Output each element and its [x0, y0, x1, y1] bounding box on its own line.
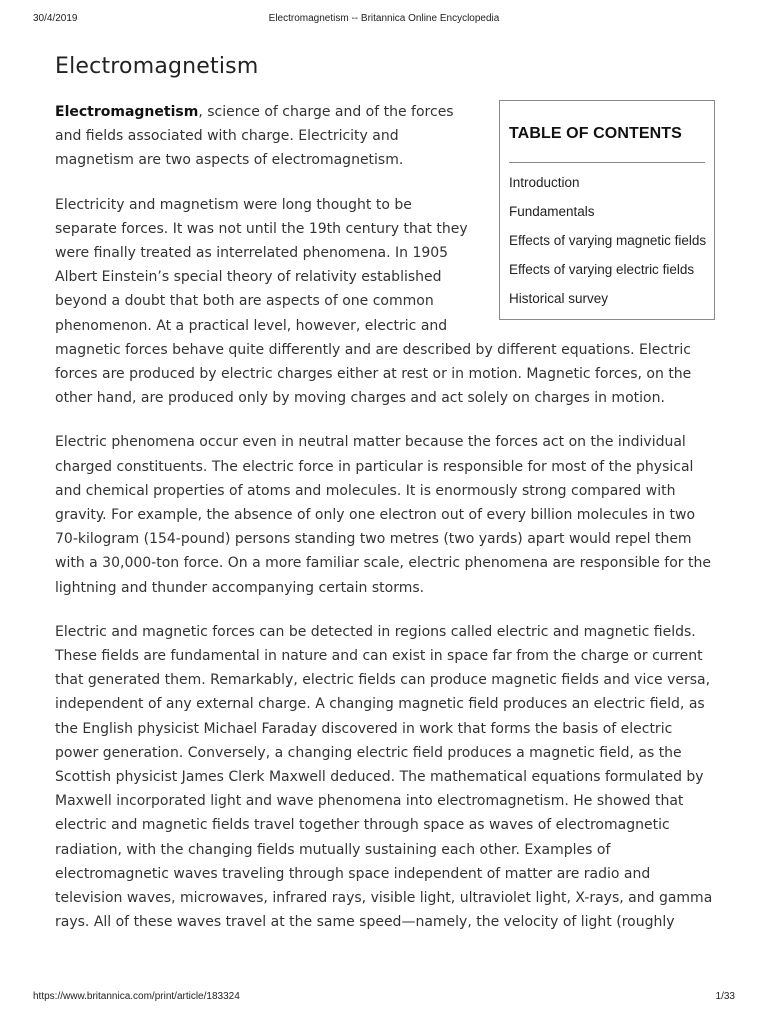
- toc-item-varying-electric-fields[interactable]: Effects of varying electric fields: [509, 262, 695, 278]
- print-footer: [33, 991, 735, 1005]
- toc-item-fundamentals[interactable]: Fundamentals: [509, 204, 595, 220]
- print-url: https://www.britannica.com/print/article/183324: [33, 991, 240, 1002]
- toc-list: [509, 168, 705, 313]
- toc-item-historical-survey[interactable]: Historical survey: [509, 291, 609, 307]
- table-of-contents: [499, 100, 715, 320]
- print-header: [33, 13, 735, 27]
- toc-title: TABLE OF CONTENTS: [509, 122, 705, 163]
- print-page-title: Electromagnetism -- Britannica Online Encyclopedia: [268, 13, 500, 24]
- article-paragraph-2: Electricity and magnetism were long thought to be separate forces. It was not until the 19th century that they were finally treated as interrelated phenomena. In 1905 Albert Einstein’s special theory of relativity established beyond a doubt that both are aspects of one common phenomenon. At a practical level, however, electric and magnetic forces behave quite differently and are described by different equations. Electric forces are produced by electric charges either at rest or in motion. Magnetic forces, on the other hand, are produced only by moving charges and act solely on charges in motion.: [55, 196, 692, 407]
- article-paragraph-4: Electric and magnetic forces can be detected in regions called electric and magnetic fields. These fields are fundamental in nature and can exist in space far from the charge or current that generated them. Remarkably, electric fields can produce magnetic fields and vice versa, independent of any external charge. A changing magnetic field produces an electric field, as the English physicist Michael Faraday discovered in work that forms the basis of electric power generation. Conversely, a changing electric field produces a magnetic field, as the Scottish physicist James Clerk Maxwell deduced. The mathematical equations formulated by Maxwell incorporated light and wave phenomena into electromagnetism. He showed that electric and magnetic fields travel together through space as waves of electromagnetic radiation, with the changing fields mutually sustaining each other. Examples of electromagnetic waves traveling through space independent of matter are radio and television waves, microwaves, infrared rays, visible light, ultraviolet light, X-rays, and gamma rays. All of these waves travel at the same speed—namely, the velocity of light (roughly: [55, 623, 713, 931]
- toc-item-introduction[interactable]: Introduction: [509, 175, 580, 191]
- article-title: Electromagnetism: [55, 54, 259, 79]
- lead-term: Electromagnetism: [55, 104, 199, 120]
- article-body: [55, 100, 715, 955]
- print-date: 30/4/2019: [33, 13, 78, 24]
- toc-item-varying-magnetic-fields[interactable]: Effects of varying magnetic fields: [509, 233, 707, 249]
- page-indicator: 1/33: [715, 991, 735, 1002]
- article-paragraph-3: Electric phenomena occur even in neutral matter because the forces act on the individual charged constituents. The electric force in particular is responsible for most of the physical and chemical properties of atoms and molecules. It is enormously strong compared with gravity. For example, the absence of only one electron out of every billion molecules in two 70-kilogram (154-pound) persons standing two metres (two yards) apart would repel them with a 30,000-ton force. On a more familiar scale, electric phenomena are responsible for the lightning and thunder accompanying certain storms.: [55, 434, 711, 596]
- intro-text: , science of charge and of the forces and fields associated with charge. Electricity and magnetism are two aspects of electromagnetism.: [55, 104, 454, 169]
